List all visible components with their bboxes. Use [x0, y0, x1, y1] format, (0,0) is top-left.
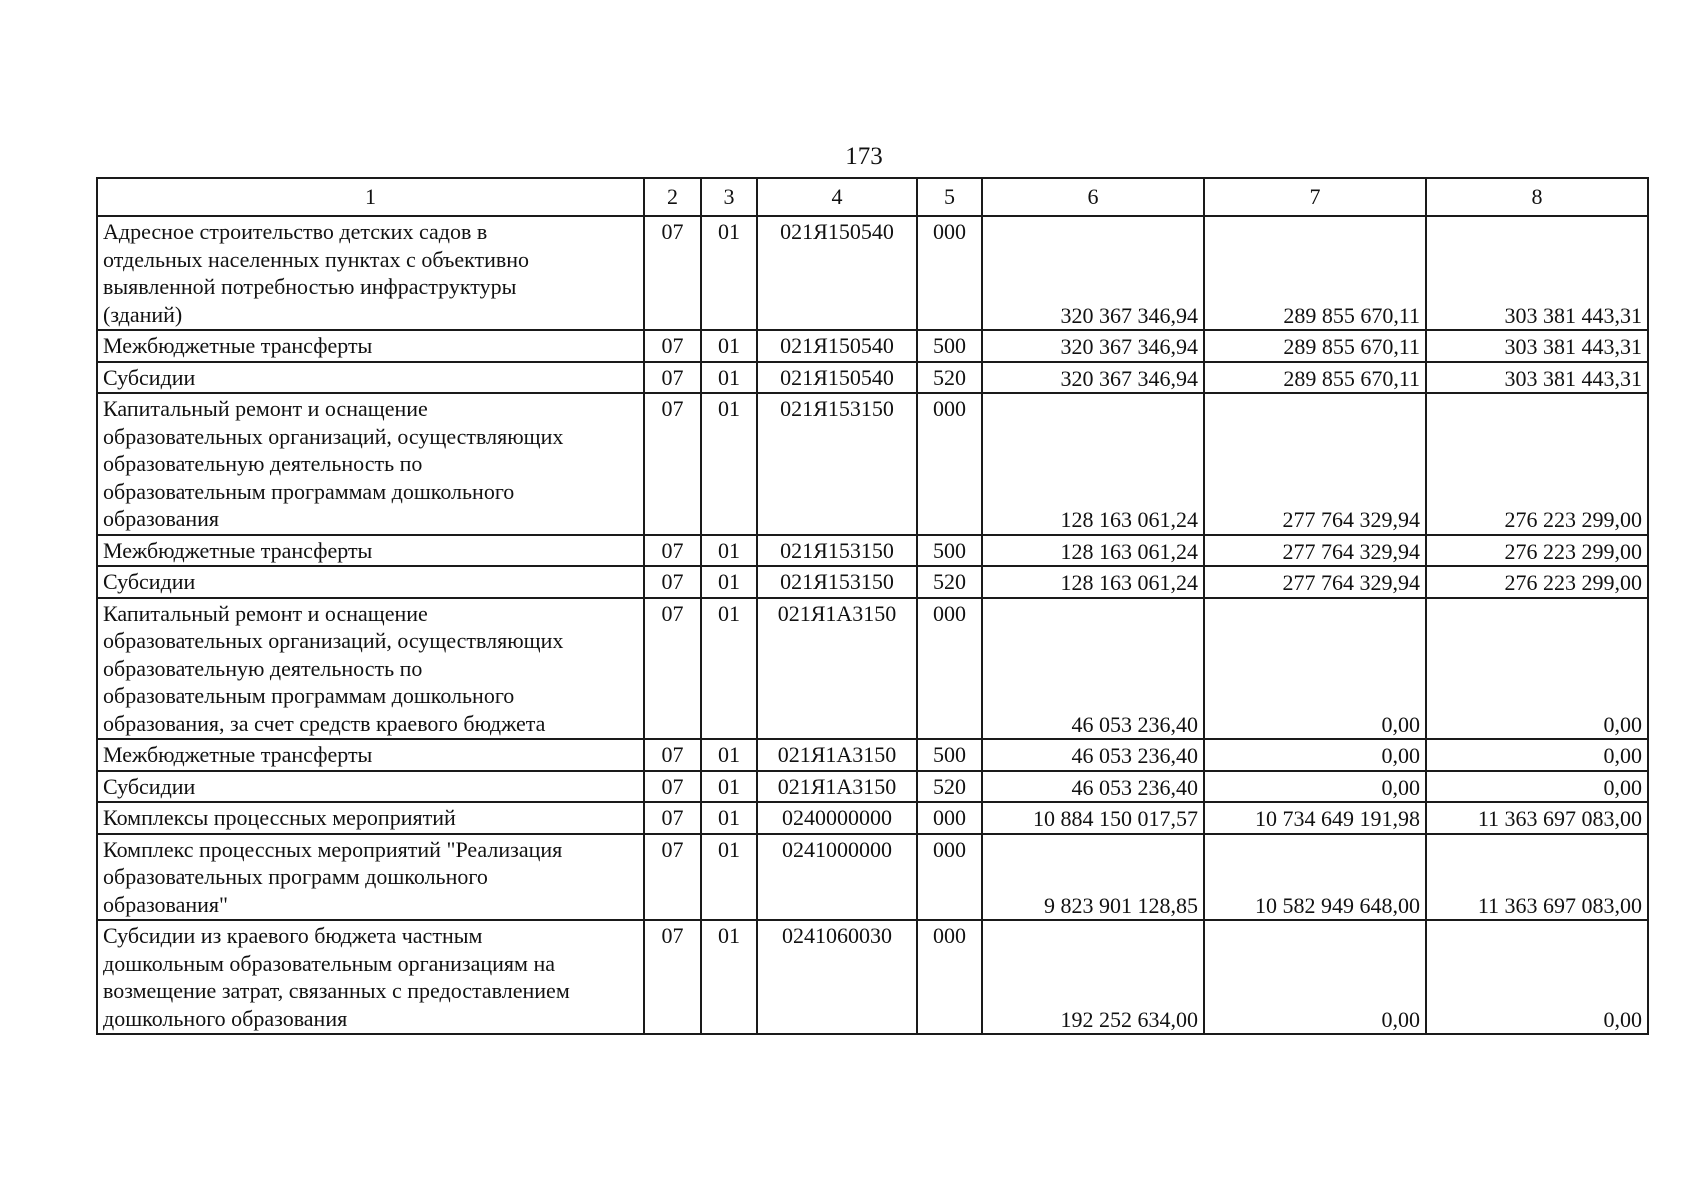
row-name-line: Межбюджетные трансферты	[103, 333, 373, 358]
amount-col-6: 128 163 061,24	[982, 393, 1204, 535]
row-name	[97, 566, 644, 598]
amount-col-8: 276 223 299,00	[1426, 393, 1648, 535]
amount-col-8: 0,00	[1426, 920, 1648, 1034]
expense-type-code: 000	[917, 216, 982, 330]
subsection-code: 01	[701, 393, 757, 535]
section-code: 07	[644, 566, 701, 598]
amount-col-7: 289 855 670,11	[1204, 216, 1426, 330]
expense-type-code: 500	[917, 739, 982, 771]
amount-col-6: 320 367 346,94	[982, 330, 1204, 362]
target-article-code: 0241060030	[757, 920, 917, 1034]
expense-type-code: 500	[917, 535, 982, 567]
table-row	[97, 362, 1648, 394]
section-code: 07	[644, 771, 701, 803]
amount-col-8: 303 381 443,31	[1426, 330, 1648, 362]
table-row	[97, 535, 1648, 567]
row-name	[97, 330, 644, 362]
expense-type-code: 500	[917, 330, 982, 362]
expense-type-code: 520	[917, 362, 982, 394]
row-name-line: образования"	[103, 891, 229, 917]
table-row	[97, 393, 1648, 535]
column-header: 6	[982, 178, 1204, 216]
row-name-line: Субсидии	[103, 773, 196, 799]
subsection-code: 01	[701, 330, 757, 362]
table-row	[97, 739, 1648, 771]
row-name-line: образовательным программам дошкольного	[103, 683, 515, 708]
row-name-line: Комплексы процессных мероприятий	[103, 805, 456, 830]
row-name	[97, 771, 644, 803]
section-code: 07	[644, 393, 701, 535]
column-header: 8	[1426, 178, 1648, 216]
amount-col-7: 0,00	[1204, 739, 1426, 771]
page-number: 173	[845, 143, 883, 170]
table-row	[97, 598, 1648, 740]
amount-col-6: 128 163 061,24	[982, 566, 1204, 598]
amount-col-7: 0,00	[1204, 920, 1426, 1034]
amount-col-7: 0,00	[1204, 598, 1426, 740]
target-article-code: 021Я153150	[757, 535, 917, 567]
section-code: 07	[644, 362, 701, 394]
amount-col-8: 0,00	[1426, 771, 1648, 803]
amount-col-8: 11 363 697 083,00	[1426, 834, 1648, 921]
subsection-code: 01	[701, 362, 757, 394]
amount-col-6: 192 252 634,00	[982, 920, 1204, 1034]
amount-col-6: 46 053 236,40	[982, 739, 1204, 771]
target-article-code: 021Я153150	[757, 393, 917, 535]
amount-col-6: 46 053 236,40	[982, 598, 1204, 740]
amount-col-6: 9 823 901 128,85	[982, 834, 1204, 921]
row-name-line: Межбюджетные трансферты	[103, 742, 373, 767]
row-name-line: (зданий)	[103, 301, 183, 327]
row-name-line: Капитальный ремонт и оснащение	[103, 600, 428, 626]
row-name	[97, 216, 644, 330]
section-code: 07	[644, 920, 701, 1034]
amount-col-7: 10 582 949 648,00	[1204, 834, 1426, 921]
expense-type-code: 000	[917, 834, 982, 921]
column-header: 7	[1204, 178, 1426, 216]
row-name-line: Межбюджетные трансферты	[103, 537, 373, 563]
amount-col-6: 128 163 061,24	[982, 535, 1204, 567]
target-article-code: 021Я150540	[757, 216, 917, 330]
row-name-line: отдельных населенных пунктах с объективно	[103, 246, 530, 272]
row-name-line: Субсидии	[103, 569, 196, 594]
target-article-code: 021Я1А3150	[757, 771, 917, 803]
amount-col-7: 277 764 329,94	[1204, 535, 1426, 567]
row-name	[97, 535, 644, 567]
column-header: 2	[644, 178, 701, 216]
table-row	[97, 771, 1648, 803]
row-name-line: образовательным программам дошкольного	[103, 478, 515, 504]
expense-type-code: 520	[917, 771, 982, 803]
section-code: 07	[644, 802, 701, 834]
row-name	[97, 802, 644, 834]
amount-col-7: 10 734 649 191,98	[1204, 802, 1426, 834]
row-name-line: образовательную деятельность по	[103, 451, 423, 476]
amount-col-7: 277 764 329,94	[1204, 566, 1426, 598]
amount-col-8: 11 363 697 083,00	[1426, 802, 1648, 834]
row-name-line: образовательных программ дошкольного	[103, 864, 488, 889]
amount-col-6: 10 884 150 017,57	[982, 802, 1204, 834]
subsection-code: 01	[701, 834, 757, 921]
row-name-line: Капитальный ремонт и оснащение	[103, 396, 428, 421]
subsection-code: 01	[701, 598, 757, 740]
row-name-line: образования, за счет средств краевого бюджета	[103, 710, 546, 736]
amount-col-8: 276 223 299,00	[1426, 535, 1648, 567]
subsection-code: 01	[701, 920, 757, 1034]
column-header: 3	[701, 178, 757, 216]
subsection-code: 01	[701, 535, 757, 567]
budget-table	[96, 177, 1649, 1035]
subsection-code: 01	[701, 216, 757, 330]
header-row	[97, 178, 1648, 216]
subsection-code: 01	[701, 771, 757, 803]
table-row	[97, 330, 1648, 362]
section-code: 07	[644, 598, 701, 740]
amount-col-8: 303 381 443,31	[1426, 362, 1648, 394]
amount-col-7: 277 764 329,94	[1204, 393, 1426, 535]
row-name	[97, 920, 644, 1034]
section-code: 07	[644, 535, 701, 567]
row-name-line: Адресное строительство детских садов в	[103, 219, 488, 244]
table-row	[97, 566, 1648, 598]
row-name-line: дошкольным образовательным организациям на	[103, 950, 555, 976]
amount-col-6: 320 367 346,94	[982, 216, 1204, 330]
amount-col-8: 276 223 299,00	[1426, 566, 1648, 598]
expense-type-code: 000	[917, 393, 982, 535]
expense-type-code: 000	[917, 598, 982, 740]
target-article-code: 021Я1А3150	[757, 739, 917, 771]
amount-col-8: 303 381 443,31	[1426, 216, 1648, 330]
table-row	[97, 216, 1648, 330]
section-code: 07	[644, 739, 701, 771]
row-name-line: Субсидии из краевого бюджета частным	[103, 923, 483, 948]
subsection-code: 01	[701, 739, 757, 771]
amount-col-6: 46 053 236,40	[982, 771, 1204, 803]
row-name	[97, 834, 644, 921]
amount-col-7: 0,00	[1204, 771, 1426, 803]
amount-col-8: 0,00	[1426, 598, 1648, 740]
section-code: 07	[644, 330, 701, 362]
row-name	[97, 739, 644, 771]
row-name-line: дошкольного образования	[103, 1005, 348, 1031]
row-name	[97, 598, 644, 740]
expense-type-code: 520	[917, 566, 982, 598]
expense-type-code: 000	[917, 802, 982, 834]
amount-col-7: 289 855 670,11	[1204, 330, 1426, 362]
section-code: 07	[644, 834, 701, 921]
table-row	[97, 802, 1648, 834]
table-row	[97, 920, 1648, 1034]
target-article-code: 021Я150540	[757, 330, 917, 362]
row-name-line: образования	[103, 506, 220, 531]
row-name-line: Комплекс процессных мероприятий "Реализация	[103, 836, 563, 862]
row-name	[97, 362, 644, 394]
row-name-line: Субсидии	[103, 364, 196, 390]
amount-col-6: 320 367 346,94	[982, 362, 1204, 394]
section-code: 07	[644, 216, 701, 330]
row-name-line: выявленной потребностью инфраструктуры	[103, 274, 517, 299]
target-article-code: 0241000000	[757, 834, 917, 921]
target-article-code: 021Я150540	[757, 362, 917, 394]
row-name-line: образовательную деятельность по	[103, 655, 423, 681]
expense-type-code: 000	[917, 920, 982, 1034]
subsection-code: 01	[701, 566, 757, 598]
target-article-code: 021Я153150	[757, 566, 917, 598]
row-name-line: образовательных организаций, осуществляющих	[103, 423, 564, 449]
amount-col-8: 0,00	[1426, 739, 1648, 771]
column-header: 4	[757, 178, 917, 216]
row-name	[97, 393, 644, 535]
table-body	[97, 216, 1648, 1034]
target-article-code: 021Я1А3150	[757, 598, 917, 740]
column-header: 5	[917, 178, 982, 216]
row-name-line: образовательных организаций, осуществляющих	[103, 628, 564, 653]
target-article-code: 0240000000	[757, 802, 917, 834]
column-header: 1	[97, 178, 644, 216]
amount-col-7: 289 855 670,11	[1204, 362, 1426, 394]
subsection-code: 01	[701, 802, 757, 834]
table-row	[97, 834, 1648, 921]
row-name-line: возмещение затрат, связанных с предоставлением	[103, 978, 570, 1003]
